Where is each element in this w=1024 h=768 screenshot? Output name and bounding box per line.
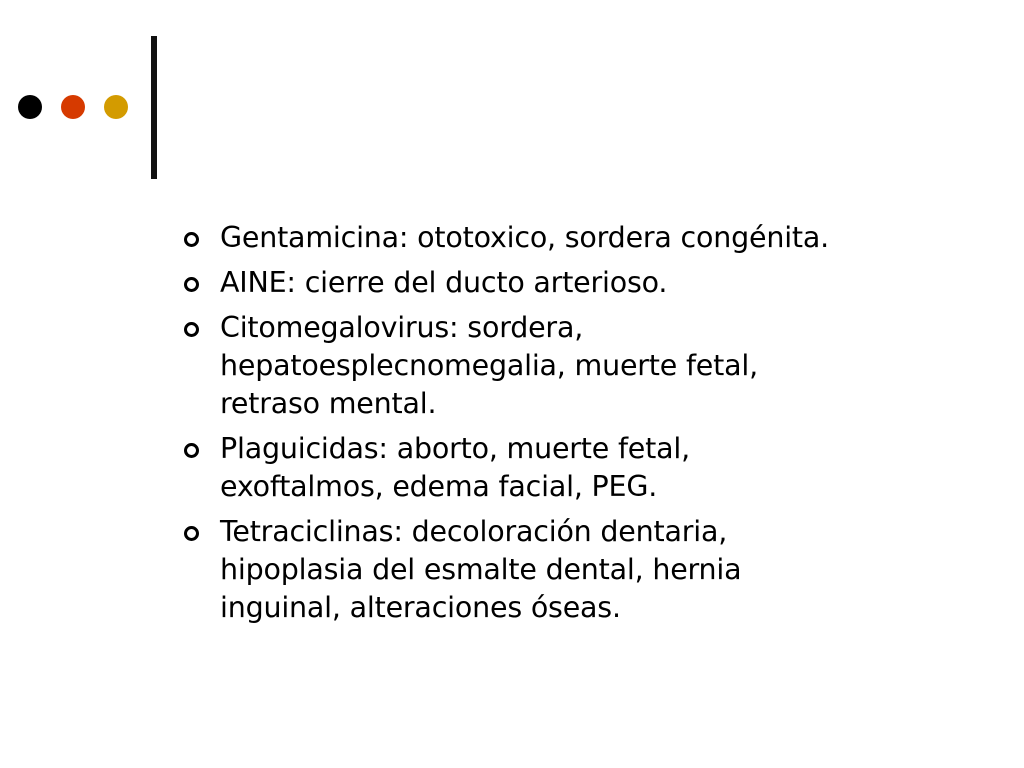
decorative-dot-black — [18, 95, 42, 119]
list-item — [184, 430, 964, 506]
hollow-circle-bullet-icon — [184, 443, 199, 458]
hollow-circle-bullet-icon — [184, 526, 199, 541]
bullet-text: Citomegalovirus: sordera, hepatoesplecnomegalia, muerte fetal, retraso mental. — [220, 311, 758, 420]
decorative-dot-gold — [104, 95, 128, 119]
list-item — [184, 513, 964, 627]
bullet-text: AINE: cierre del ducto arterioso. — [220, 266, 668, 299]
list-item — [184, 219, 964, 257]
list-item — [184, 264, 964, 302]
hollow-circle-bullet-icon — [184, 322, 199, 337]
decorative-vertical-bar — [151, 36, 157, 179]
list-item — [184, 309, 964, 423]
hollow-circle-bullet-icon — [184, 277, 199, 292]
bullet-text: Gentamicina: ototoxico, sordera congénita. — [220, 221, 830, 254]
decorative-dot-red — [61, 95, 85, 119]
bullet-text: Tetraciclinas: decoloración dentaria, hipoplasia del esmalte dental, hernia inguinal, alteraciones óseas. — [220, 515, 742, 624]
bullet-text: Plaguicidas: aborto, muerte fetal, exoftalmos, edema facial, PEG. — [220, 432, 690, 503]
hollow-circle-bullet-icon — [184, 232, 199, 247]
bullet-list — [184, 219, 964, 634]
